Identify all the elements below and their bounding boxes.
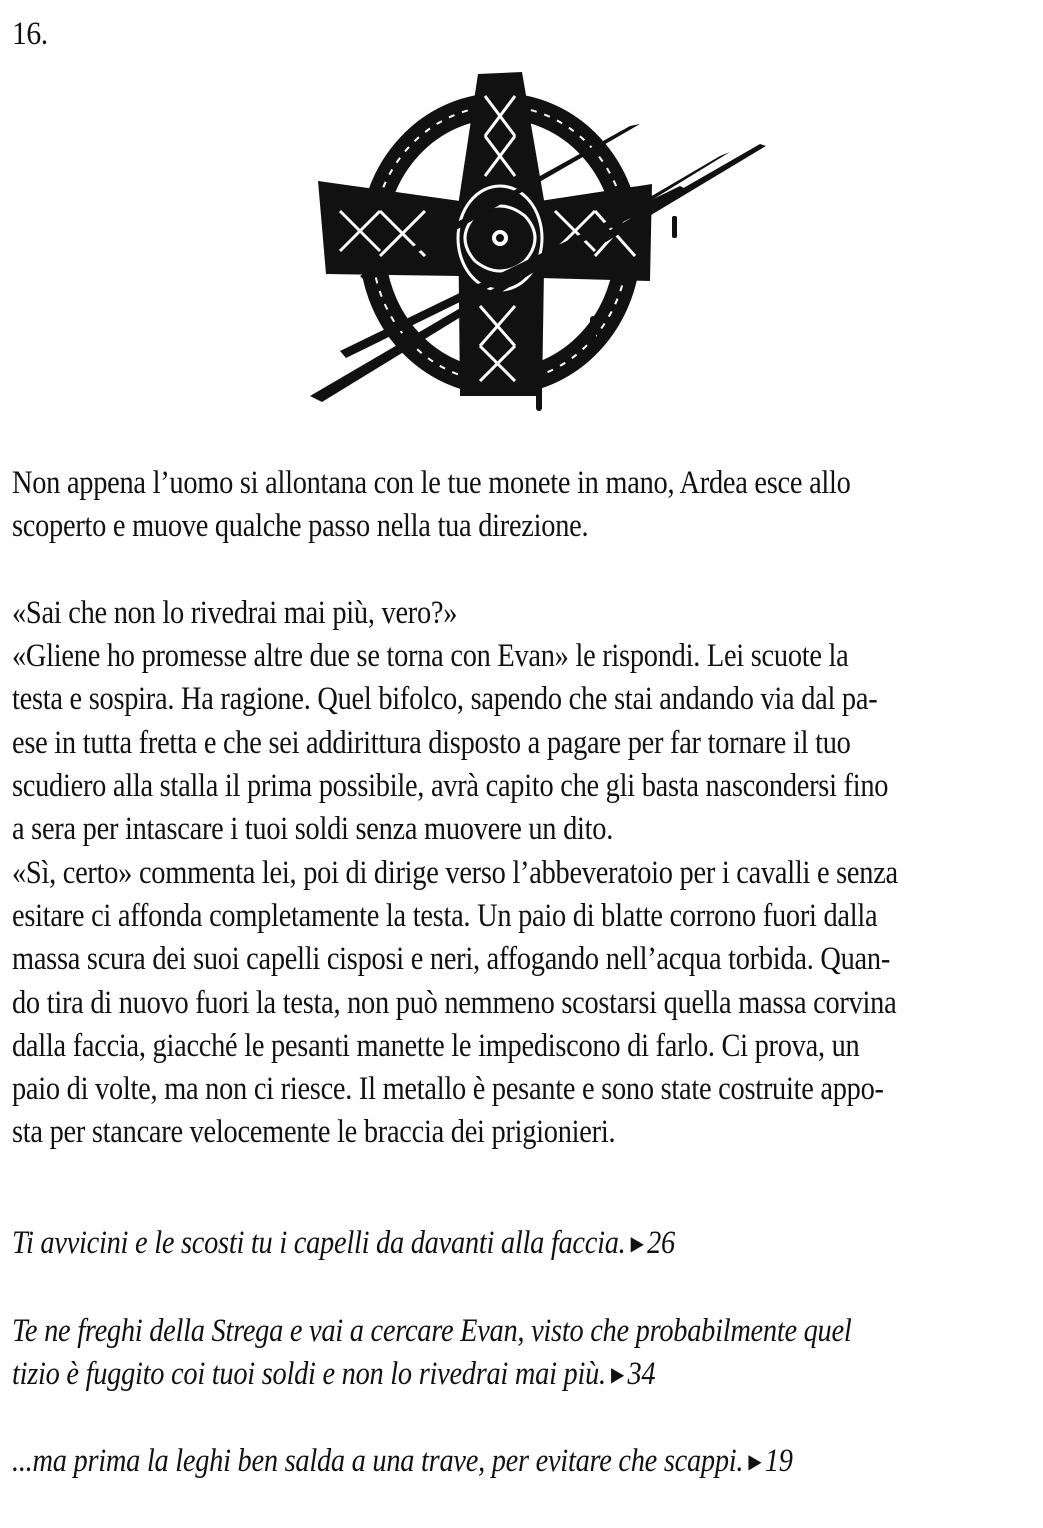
narrative-line: paio di volte, ma non ci riesce. Il metallo è pesante e sono state costruite appo- (12, 1071, 884, 1108)
section-number: 16. (12, 16, 48, 52)
narrative-line: massa scura dei suoi capelli cisposi e neri, affogando nell’acqua torbida. Quan- (12, 941, 891, 978)
choice-go-to-34[interactable] (12, 1310, 1010, 1398)
narrative-line: scoperto e muove qualche passo nella tua direzione. (12, 508, 589, 545)
play-arrow-icon: ▶ (611, 1363, 625, 1386)
celtic-cross-icon (300, 66, 770, 416)
choice-target-number[interactable]: 26 (647, 1225, 675, 1261)
choice-text: tizio è fuggito coi tuoi soldi e non lo rivedrai mai più. (12, 1355, 606, 1392)
narrative-line: scudiero alla stalla il prima possibile, avrà capito che gli basta nascondersi fino (12, 768, 889, 805)
narrative-line: dalla faccia, giacché le pesanti manette le impediscono di farlo. Ci prova, un (12, 1027, 860, 1064)
choice-text: Ti avvicini e le scosti tu i capelli da davanti alla faccia. (12, 1225, 626, 1261)
play-arrow-icon: ▶ (748, 1451, 762, 1474)
choice-go-to-26[interactable] (12, 1222, 1010, 1266)
narrative-line: sta per stancare velocemente le braccia dei prigionieri. (12, 1114, 616, 1151)
narrative-line: a sera per intascare i tuoi soldi senza muovere un dito. (12, 811, 614, 848)
narrative-line: esitare ci affonda completamente la testa. Un paio di blatte corrono fuori dalla (12, 897, 878, 934)
choice-list (12, 1222, 1010, 1528)
choice-target-number[interactable]: 34 (627, 1355, 656, 1392)
celtic-cross-illustration (300, 66, 770, 416)
narrative-text (12, 462, 1010, 1155)
narrative-line: «Sì, certo» commenta lei, poi di dirige verso l’abbeveratoio per i cavalli e senza (12, 854, 898, 891)
narrative-line: «Sai che non lo rivedrai mai più, vero?» (12, 594, 458, 631)
choice-text: Te ne freghi della Strega e vai a cercare Evan, visto che probabilmente quel (12, 1312, 852, 1349)
narrative-line: Non appena l’uomo si allontana con le tue monete in mano, Ardea esce allo (12, 465, 851, 501)
narrative-line: ese in tutta fretta e che sei addirittura disposto a pagare per far tornare il tuo (12, 724, 851, 761)
paragraph-gap (12, 549, 1010, 592)
narrative-line: do tira di nuovo fuori la testa, non può nemmeno scostarsi quella massa corvina (12, 984, 897, 1021)
choice-go-to-19[interactable] (12, 1440, 1010, 1484)
choice-target-number[interactable]: 19 (764, 1443, 793, 1480)
narrative-line: «Gliene ho promesse altre due se torna con Evan» le rispondi. Lei scuote la (12, 638, 849, 675)
play-arrow-icon: ▶ (630, 1233, 644, 1255)
choice-text: ...ma prima la leghi ben salda a una trave, per evitare che scappi. (12, 1443, 744, 1480)
narrative-line: testa e sospira. Ha ragione. Quel bifolco, sapendo che stai andando via dal pa- (12, 681, 878, 718)
